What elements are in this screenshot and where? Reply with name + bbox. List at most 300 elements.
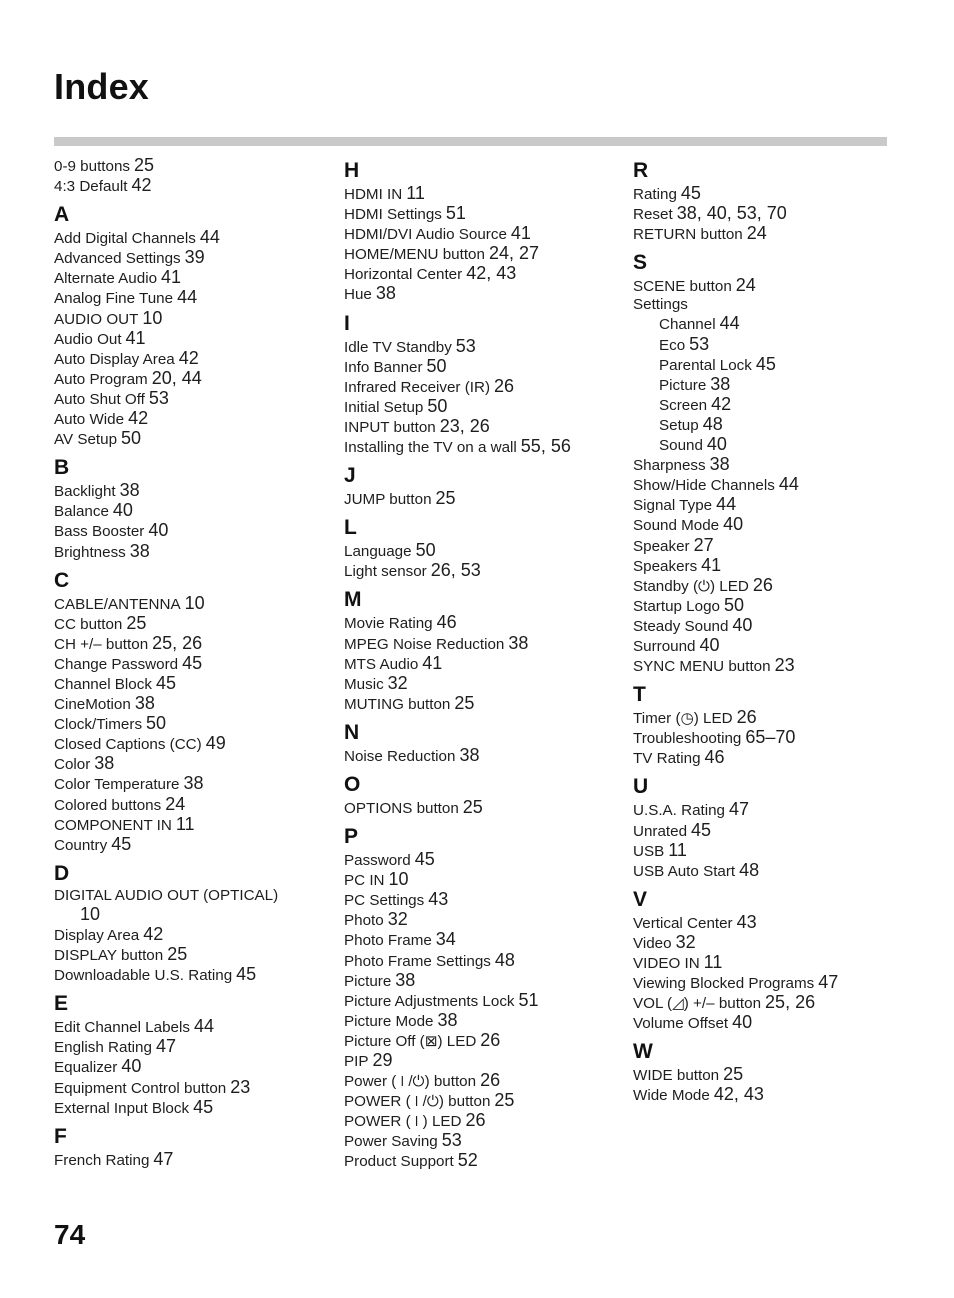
entry-term: Hue [344, 286, 372, 304]
entry-page-numbers: 41 [161, 267, 182, 288]
index-section-h [344, 158, 614, 305]
entry-page-numbers: 10 [388, 869, 409, 890]
index-entry [54, 614, 324, 634]
section-letter: J [344, 464, 356, 488]
index-entry [54, 176, 324, 196]
index-entry [344, 746, 614, 766]
index-section-j [344, 463, 614, 509]
entry-term: Surround [633, 637, 696, 655]
index-section-numeric [54, 156, 324, 196]
section-letter: O [344, 772, 361, 796]
entry-term: Channel [659, 316, 716, 334]
entry-term: Picture Off (⊠) LED [344, 1032, 477, 1050]
index-entry [633, 708, 903, 728]
entry-term: HDMI/DVI Audio Source [344, 226, 507, 244]
index-entry [54, 268, 324, 288]
entry-term: Colored buttons [54, 796, 162, 814]
index-subentry [633, 415, 903, 435]
entry-term: Analog Fine Tune [54, 290, 174, 308]
entry-term: CABLE/ANTENNA [54, 595, 181, 613]
entry-page-numbers: 26 [752, 574, 773, 595]
entry-term: Music [344, 675, 384, 693]
entry-term: HDMI IN [344, 186, 403, 203]
entry-term: Infrared Receiver (IR) [344, 378, 491, 396]
entry-term: Product Support [344, 1153, 454, 1171]
section-letter: A [54, 203, 70, 227]
entry-page-numbers: 26, 53 [430, 560, 481, 581]
section-letter: D [54, 861, 70, 885]
index-entry [344, 870, 614, 890]
index-entry [344, 264, 614, 284]
index-entry [54, 795, 324, 815]
index-entry [633, 841, 903, 861]
index-entry [633, 1013, 903, 1033]
index-entry [54, 389, 324, 409]
entry-term: INPUT button [344, 418, 436, 436]
page-title: Index [54, 66, 150, 107]
index-entry [633, 224, 903, 244]
entry-term: Eco [659, 336, 686, 354]
index-entry [54, 1037, 324, 1057]
entry-term: Power (⏽/⏻) button [344, 1073, 477, 1091]
entry-page-numbers: 25 [126, 612, 147, 633]
entry-page-numbers: 25 [134, 155, 155, 175]
index-entry [344, 204, 614, 224]
index-entry [633, 576, 903, 596]
index-column-3 [633, 156, 903, 1112]
index-entry [344, 971, 614, 991]
index-subentry [633, 314, 903, 334]
entry-term: Auto Shut Off [54, 390, 145, 408]
entry-term: DISPLAY button [54, 947, 164, 965]
index-entry [344, 1011, 614, 1031]
entry-page-numbers: 38 [459, 744, 480, 765]
entry-page-numbers: 10 [142, 307, 163, 328]
index-entry [633, 973, 903, 993]
index-entry [633, 728, 903, 748]
entry-term: Channel Block [54, 675, 152, 693]
index-entry [344, 951, 614, 971]
entry-page-numbers: 53 [441, 1130, 462, 1151]
entry-page-numbers: 25 [723, 1064, 744, 1085]
entry-term: Reset [633, 206, 673, 224]
section-letter: B [54, 456, 70, 480]
index-entry [344, 798, 614, 818]
index-entry [344, 561, 614, 581]
entry-page-numbers: 11 [703, 952, 723, 972]
index-entry [54, 594, 324, 614]
entry-term: Color Temperature [54, 776, 180, 794]
entry-term: Alternate Audio [54, 270, 158, 288]
entry-page-numbers: 11 [175, 813, 195, 834]
index-entry [54, 694, 324, 714]
index-entry [344, 224, 614, 244]
index-entry [54, 156, 324, 176]
index-entry [344, 1051, 614, 1071]
index-entry [54, 654, 324, 674]
entry-term: RETURN button [633, 226, 743, 244]
entry-page-numbers: 50 [723, 594, 745, 615]
entry-term: WIDE button [633, 1067, 720, 1085]
entry-term: Language [344, 543, 412, 561]
entry-page-numbers: 32 [387, 909, 408, 930]
entry-page-numbers: 11 [406, 183, 425, 203]
entry-term: Bass Booster [54, 523, 145, 541]
entry-page-numbers: 50 [146, 713, 167, 734]
entry-term: Signal Type [633, 497, 713, 515]
index-entry [344, 654, 614, 674]
entry-term: CC button [54, 615, 123, 633]
index-entry [344, 397, 614, 417]
entry-term: Picture Mode [344, 1012, 434, 1030]
section-letter: T [633, 683, 646, 707]
entry-term: Photo Frame Settings [344, 952, 491, 970]
section-letter: L [344, 516, 357, 540]
entry-page-numbers: 26 [465, 1110, 486, 1131]
entry-page-numbers: 39 [184, 247, 205, 268]
index-entry [54, 1017, 324, 1037]
section-letter: C [54, 568, 70, 592]
index-entry [54, 945, 324, 965]
index-entry [54, 634, 324, 654]
entry-page-numbers: 48 [494, 949, 515, 970]
index-section-w [633, 1039, 903, 1105]
entry-page-numbers: 50 [121, 428, 142, 449]
entry-page-numbers: 42 [178, 347, 199, 368]
section-letter: H [344, 159, 360, 182]
index-section-s [633, 250, 903, 676]
entry-page-numbers: 38 [395, 969, 416, 990]
entry-term: Startup Logo [633, 597, 720, 615]
entry-page-numbers: 42, 43 [466, 263, 517, 284]
entry-page-numbers: 40 [706, 434, 727, 455]
entry-term: Speakers [633, 557, 698, 575]
entry-page-numbers: 51 [518, 989, 539, 1010]
index-entry [633, 656, 903, 676]
entry-page-numbers: 29 [372, 1050, 393, 1070]
index-entry [54, 1078, 324, 1098]
index-entry [54, 288, 324, 308]
entry-page-numbers: 24 [746, 223, 767, 244]
entry-term: HDMI Settings [344, 206, 442, 224]
index-entry [54, 309, 324, 329]
entry-term: English Rating [54, 1039, 152, 1057]
index-entry [633, 475, 903, 495]
index-entry [54, 248, 324, 268]
entry-page-numbers: 45 [111, 833, 132, 854]
entry-page-numbers: 40 [732, 614, 753, 635]
entry-term: French Rating [54, 1151, 150, 1169]
entry-page-numbers: 45 [680, 183, 701, 203]
index-entry [344, 613, 614, 633]
index-section-n [344, 720, 614, 766]
entry-term: Edit Channel Labels [54, 1019, 190, 1037]
entry-page-numbers: 43 [428, 889, 449, 910]
entry-page-numbers: 51 [445, 203, 466, 224]
entry-term: Idle TV Standby [344, 338, 452, 356]
entry-term: Rating [633, 186, 677, 203]
index-entry [633, 953, 903, 973]
entry-page-numbers: 44 [778, 474, 799, 495]
index-entry [344, 1031, 614, 1051]
index-section-l [344, 515, 614, 581]
index-section-d [54, 861, 324, 985]
index-entry [633, 748, 903, 768]
entry-page-numbers: 26 [494, 375, 515, 396]
entry-term: JUMP button [344, 491, 432, 509]
entry-term: Installing the TV on a wall [344, 439, 517, 457]
entry-page-numbers: 23 [774, 655, 795, 676]
entry-term: PC IN [344, 872, 385, 890]
section-letter: S [633, 251, 648, 275]
entry-term: Audio Out [54, 330, 122, 348]
entry-term: Unrated [633, 822, 688, 840]
section-letter: V [633, 887, 648, 911]
index-section-v [633, 887, 903, 1034]
index-entry [633, 800, 903, 820]
index-subentry [633, 435, 903, 455]
entry-page-numbers: 38 [709, 454, 730, 475]
index-entry [633, 515, 903, 535]
page-number: 74 [54, 1219, 86, 1250]
index-subentry [633, 335, 903, 355]
entry-term: Equipment Control button [54, 1079, 227, 1097]
index-entry [633, 616, 903, 636]
index-entry [633, 933, 903, 953]
entry-term: Sharpness [633, 457, 706, 475]
entry-page-numbers: 44 [716, 494, 737, 515]
entry-term: Standby (⏻) LED [633, 577, 749, 595]
index-entry [344, 1071, 614, 1091]
entry-term: TV Rating [633, 750, 701, 768]
entry-term: External Input Block [54, 1099, 190, 1117]
entry-term: Photo Frame [344, 932, 432, 950]
entry-term: SYNC MENU button [633, 658, 771, 676]
entry-term: VIDEO IN [633, 955, 700, 972]
entry-term: Wide Mode [633, 1087, 710, 1105]
entry-term: U.S.A. Rating [633, 802, 726, 820]
index-section-r [633, 158, 903, 244]
entry-page-numbers: 45 [155, 672, 176, 693]
entry-page-numbers: 24 [165, 793, 186, 814]
entry-term: Horizontal Center [344, 266, 463, 284]
entry-term: Closed Captions (CC) [54, 736, 202, 754]
index-entry [54, 774, 324, 794]
entry-term: Display Area [54, 927, 140, 944]
entry-term: Country [54, 836, 108, 854]
section-letter: I [344, 311, 350, 335]
index-section-a [54, 202, 324, 449]
entry-term: POWER (⏽) LED [344, 1113, 462, 1131]
entry-page-numbers: 38 [134, 693, 155, 714]
entry-term: Timer (◷) LED [633, 710, 733, 728]
index-section-m [344, 587, 614, 713]
section-letter: N [344, 720, 360, 744]
entry-term: Setup [659, 416, 699, 434]
entry-page-numbers: 38 [129, 540, 150, 561]
entry-term: Backlight [54, 483, 116, 501]
entry-page-numbers: 23, 26 [439, 415, 490, 436]
index-entry [633, 495, 903, 515]
section-letter: U [633, 775, 649, 799]
index-entry [344, 1091, 614, 1111]
entry-page-numbers: 40 [732, 1012, 753, 1033]
entry-term: Movie Rating [344, 615, 433, 633]
entry-page-numbers: 45 [691, 819, 712, 840]
entry-page-numbers: 45 [414, 849, 435, 870]
entry-page-numbers: 46 [704, 747, 725, 768]
entry-page-numbers: 38 [183, 773, 204, 794]
index-column-1 [54, 156, 324, 1176]
entry-page-numbers: 48 [739, 859, 760, 880]
index-entry [54, 501, 324, 521]
index-entry [344, 1111, 614, 1131]
index-entry [54, 1150, 324, 1170]
entry-page-numbers: 52 [457, 1150, 478, 1171]
index-section-o [344, 772, 614, 818]
index-entry [54, 905, 324, 925]
entry-term: Equalizer [54, 1059, 118, 1077]
entry-term: Add Digital Channels [54, 230, 196, 248]
index-entry [54, 521, 324, 541]
index-entry [344, 417, 614, 437]
entry-page-numbers: 11 [668, 839, 687, 860]
entry-term: Show/Hide Channels [633, 477, 775, 495]
entry-page-numbers: 25 [167, 944, 188, 965]
entry-term: Troubleshooting [633, 730, 742, 748]
entry-page-numbers: 44 [177, 287, 198, 308]
entry-term: Color [54, 756, 91, 774]
entry-term: Balance [54, 503, 109, 521]
entry-page-numbers: 53 [455, 335, 476, 356]
entry-page-numbers: 32 [387, 672, 408, 693]
index-entry [344, 184, 614, 204]
index-entry [54, 409, 324, 429]
entry-page-numbers: 38 [375, 283, 396, 304]
entry-page-numbers: 44 [719, 313, 740, 334]
entry-term: Photo [344, 912, 384, 930]
index-entry [54, 349, 324, 369]
title-divider [54, 137, 887, 146]
entry-page-numbers: 49 [205, 733, 226, 754]
entry-term: VOL (◿) +/– button [633, 995, 762, 1013]
index-section-t [633, 682, 903, 768]
index-entry [344, 437, 614, 457]
index-entry [54, 734, 324, 754]
index-entry [344, 694, 614, 714]
entry-page-numbers: 10 [80, 903, 101, 924]
entry-page-numbers: 53 [689, 333, 710, 354]
entry-term: USB Auto Start [633, 862, 736, 880]
index-entry [344, 489, 614, 509]
section-letter: W [633, 1040, 653, 1064]
index-entry [633, 204, 903, 224]
entry-page-numbers: 40 [699, 634, 720, 655]
entry-term: DIGITAL AUDIO OUT (OPTICAL) [54, 886, 279, 904]
index-entry [344, 634, 614, 654]
section-letter: E [54, 992, 69, 1016]
entry-term: Viewing Blocked Programs [633, 975, 815, 993]
entry-page-numbers: 40 [121, 1056, 142, 1077]
entry-page-numbers: 10 [184, 592, 205, 613]
entry-page-numbers: 47 [155, 1036, 176, 1057]
entry-page-numbers: 34 [435, 929, 456, 950]
entry-term: Picture [659, 376, 707, 394]
entry-term: 4:3 Default [54, 178, 128, 196]
index-entry [54, 228, 324, 248]
entry-page-numbers: 42 [128, 408, 149, 429]
entry-term: Noise Reduction [344, 747, 456, 765]
entry-page-numbers: 38 [508, 632, 529, 653]
index-subentry [633, 395, 903, 415]
entry-page-numbers: 25 [454, 692, 475, 713]
index-entry [633, 861, 903, 881]
entry-term: MUTING button [344, 695, 451, 713]
entry-term: 0-9 buttons [54, 158, 130, 175]
index-entry [633, 913, 903, 933]
entry-term: Light sensor [344, 563, 427, 581]
index-entry [633, 276, 903, 296]
index-entry [344, 377, 614, 397]
index-subentry [633, 355, 903, 375]
entry-term: MPEG Noise Reduction [344, 635, 505, 653]
entry-term: Screen [659, 396, 708, 414]
entry-term: PIP [344, 1053, 369, 1070]
entry-page-numbers: 40 [723, 514, 744, 535]
index-entry [54, 429, 324, 449]
entry-term: Volume Offset [633, 1015, 729, 1033]
entry-term: Picture [344, 972, 392, 990]
entry-term: SCENE button [633, 278, 732, 296]
index-entry [54, 674, 324, 694]
entry-page-numbers: 38 [710, 373, 731, 394]
section-letter: P [344, 825, 359, 849]
entry-page-numbers: 45 [755, 353, 776, 374]
entry-page-numbers: 38 [437, 1009, 458, 1030]
entry-page-numbers: 41 [422, 652, 443, 673]
index-entry [54, 714, 324, 734]
entry-term: Advanced Settings [54, 250, 181, 268]
entry-page-numbers: 42 [711, 393, 732, 414]
entry-term: POWER (⏽/⏻) button [344, 1093, 491, 1111]
entry-term: Settings [633, 296, 688, 314]
index-entry [344, 1151, 614, 1171]
index-entry [344, 357, 614, 377]
entry-page-numbers: 25 [462, 796, 483, 817]
entry-term: AV Setup [54, 431, 118, 449]
entry-page-numbers: 42 [143, 924, 164, 944]
entry-term: Video [633, 934, 672, 952]
entry-term: USB [633, 842, 665, 860]
entry-term: MTS Audio [344, 655, 419, 673]
index-entry [54, 369, 324, 389]
index-entry [633, 536, 903, 556]
index-entry [54, 754, 324, 774]
entry-term: Power Saving [344, 1133, 438, 1151]
entry-page-numbers: 40 [112, 500, 133, 521]
entry-page-numbers: 25 [435, 488, 456, 509]
index-entry [344, 910, 614, 930]
entry-page-numbers: 50 [415, 540, 436, 561]
entry-page-numbers: 26 [480, 1070, 501, 1091]
entry-term: Change Password [54, 655, 179, 673]
entry-page-numbers: 45 [182, 652, 203, 673]
entry-term: Downloadable U.S. Rating [54, 967, 233, 985]
index-entry [633, 296, 903, 314]
index-entry [54, 1098, 324, 1118]
index-entry [344, 930, 614, 950]
entry-term: PC Settings [344, 892, 425, 910]
